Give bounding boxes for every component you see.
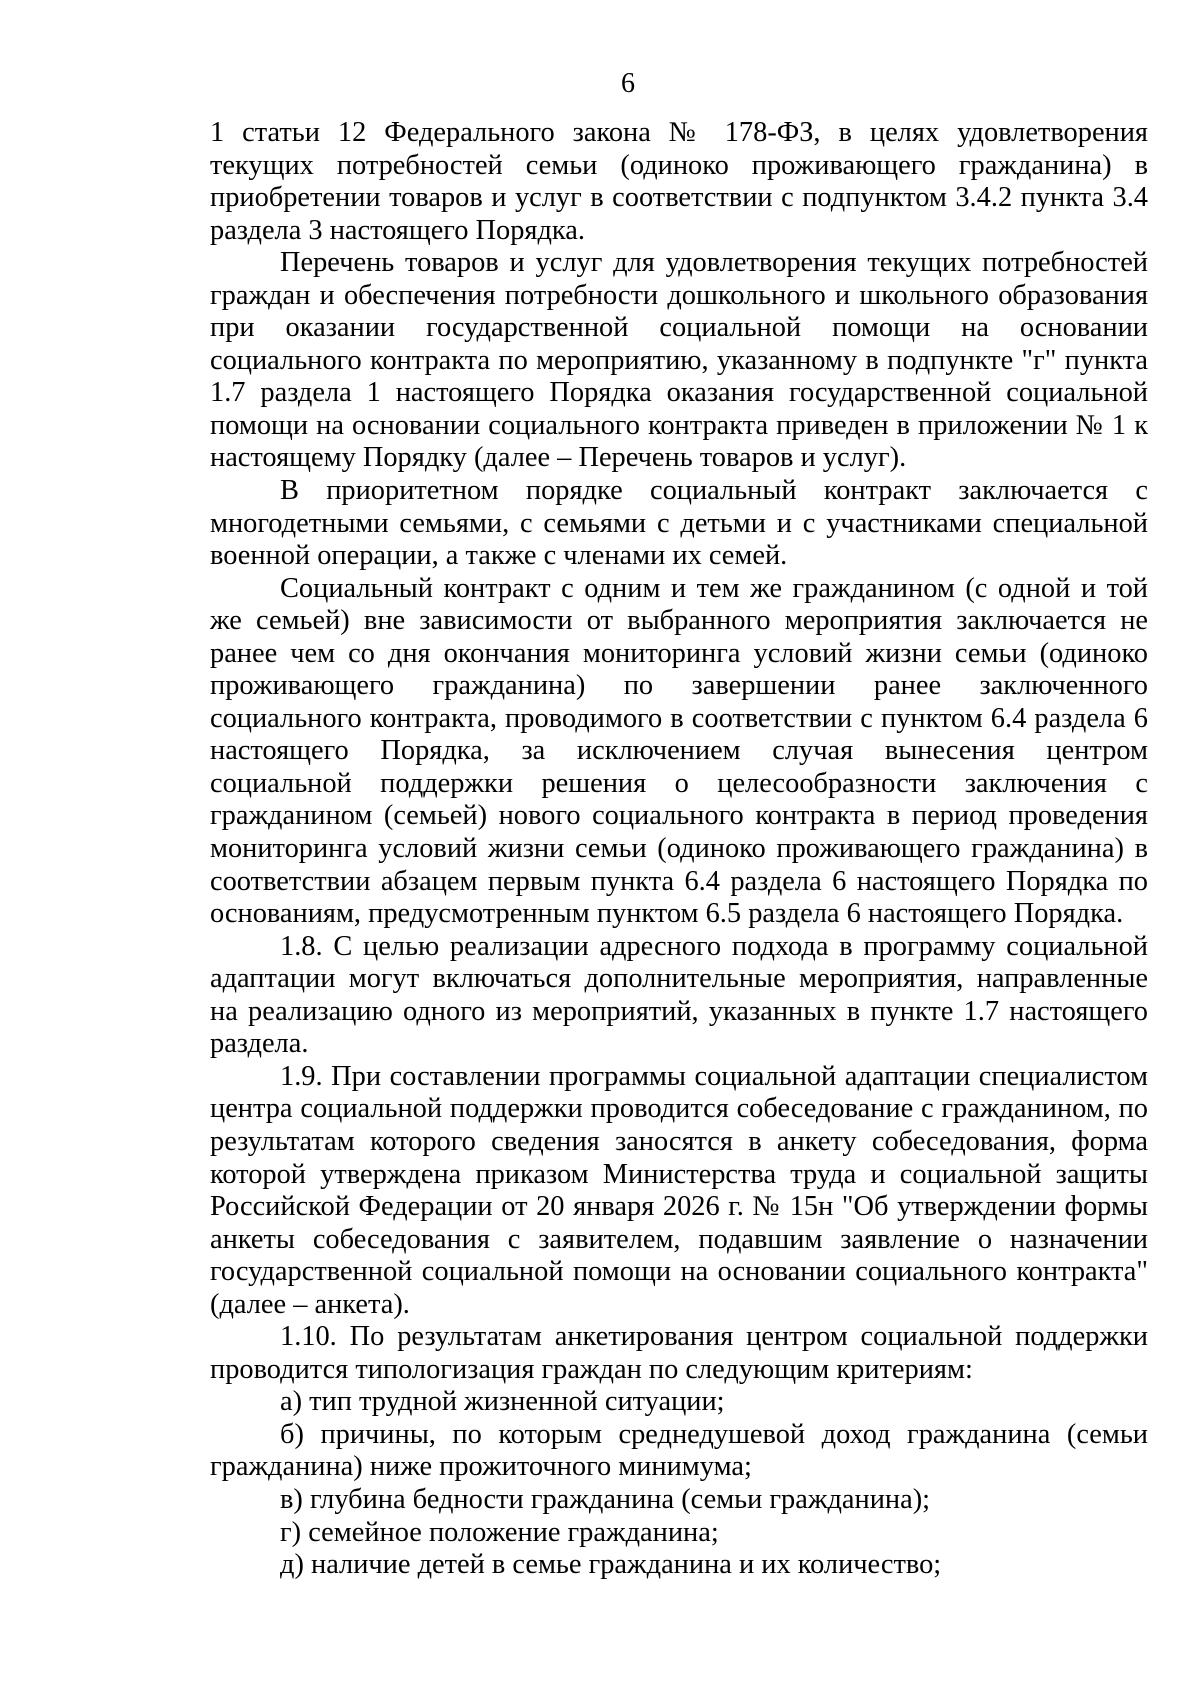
paragraph-1-9: 1.9. При составлении программы социальной адаптации специалистом центра социальной поддержки проводится собеседование с гражданином, по результатам которого сведения заносятся в анкету собеседования, форма которой утверждена приказом Министерства труда и социальной защиты Российской Федерации от 20 января 2026 г. № 15н "Об утверждении формы анкеты собеседования с заявителем, подавшим заявление о назначении государственной социальной помощи на основании социального контракта" (далее – анкета). (210, 1060, 1148, 1320)
list-item-g: г) семейное положение гражданина; (280, 1516, 719, 1548)
list-item-a: а) тип трудной жизненной ситуации; (280, 1386, 725, 1418)
paragraph-1-8: 1.8. С целью реализации адресного подхода в программу социальной адаптации могут включаться дополнительные мероприятия, направленные на реализацию одного из мероприятий, указанных в пункте 1.7 настоящего раздела. (210, 930, 1148, 1060)
paragraph-goods-services-list: Перечень товаров и услуг для удовлетворения текущих потребностей граждан и обеспечения потребности дошкольного и школьного образования при оказании государственной социальной помощи на основании социального контракта по мероприятию, указанному в подпункте "г" пункта 1.7 раздела 1 настоящего Порядка оказания государственной социальной помощи на основании социального контракта приведен в приложении № 1 к настоящему Порядку (далее – Перечень товаров и услуг). (210, 247, 1148, 474)
list-item-b: б) причины, по которым среднедушевой доход гражданина (семьи гражданина) ниже прожиточного минимума; (210, 1418, 1148, 1483)
paragraph-priority-order: В приоритетном порядке социальный контракт заключается с многодетными семьями, с семьями с детьми и с участниками специальной военной операции, а также с членами их семей. (210, 475, 1148, 572)
page-number: 6 (621, 68, 635, 99)
paragraph-repeat-contract: Социальный контракт с одним и тем же гражданином (с одной и той же семьей) вне зависимости от выбранного мероприятия заключается не ранее чем со дня окончания мониторинга условий жизни семьи (одиноко проживающего гражданина) по завершении ранее заключенного социального контракта, проводимого в соответствии с пунктом 6.4 раздела 6 настоящего Порядка, за исключением случая вынесения центром социальной поддержки решения о целесообразности заключения с гражданином (семьей) нового социального контракта в период проведения мониторинга условий жизни семьи (одиноко проживающего гражданина) в соответствии абзацем первым пункта 6.4 раздела 6 настоящего Порядка по основаниям, предусмотренным пунктом 6.5 раздела 6 настоящего Порядка. (210, 572, 1148, 930)
list-item-d: д) наличие детей в семье гражданина и их количество; (280, 1549, 942, 1581)
paragraph-continuation: 1 статьи 12 Федерального закона № 178-ФЗ, в целях удовлетворения текущих потребностей семьи (одиноко проживающего гражданина) в приобретении товаров и услуг в соответствии с подпунктом 3.4.2 пункта 3.4 раздела 3 настоящего Порядка. (210, 117, 1148, 246)
document-body (210, 117, 1148, 1582)
paragraph-1-10: 1.10. По результатам анкетирования центром социальной поддержки проводится типологизация граждан по следующим критериям: (210, 1321, 1148, 1385)
list-item-v: в) глубина бедности гражданина (семьи гражданина); (280, 1483, 931, 1515)
